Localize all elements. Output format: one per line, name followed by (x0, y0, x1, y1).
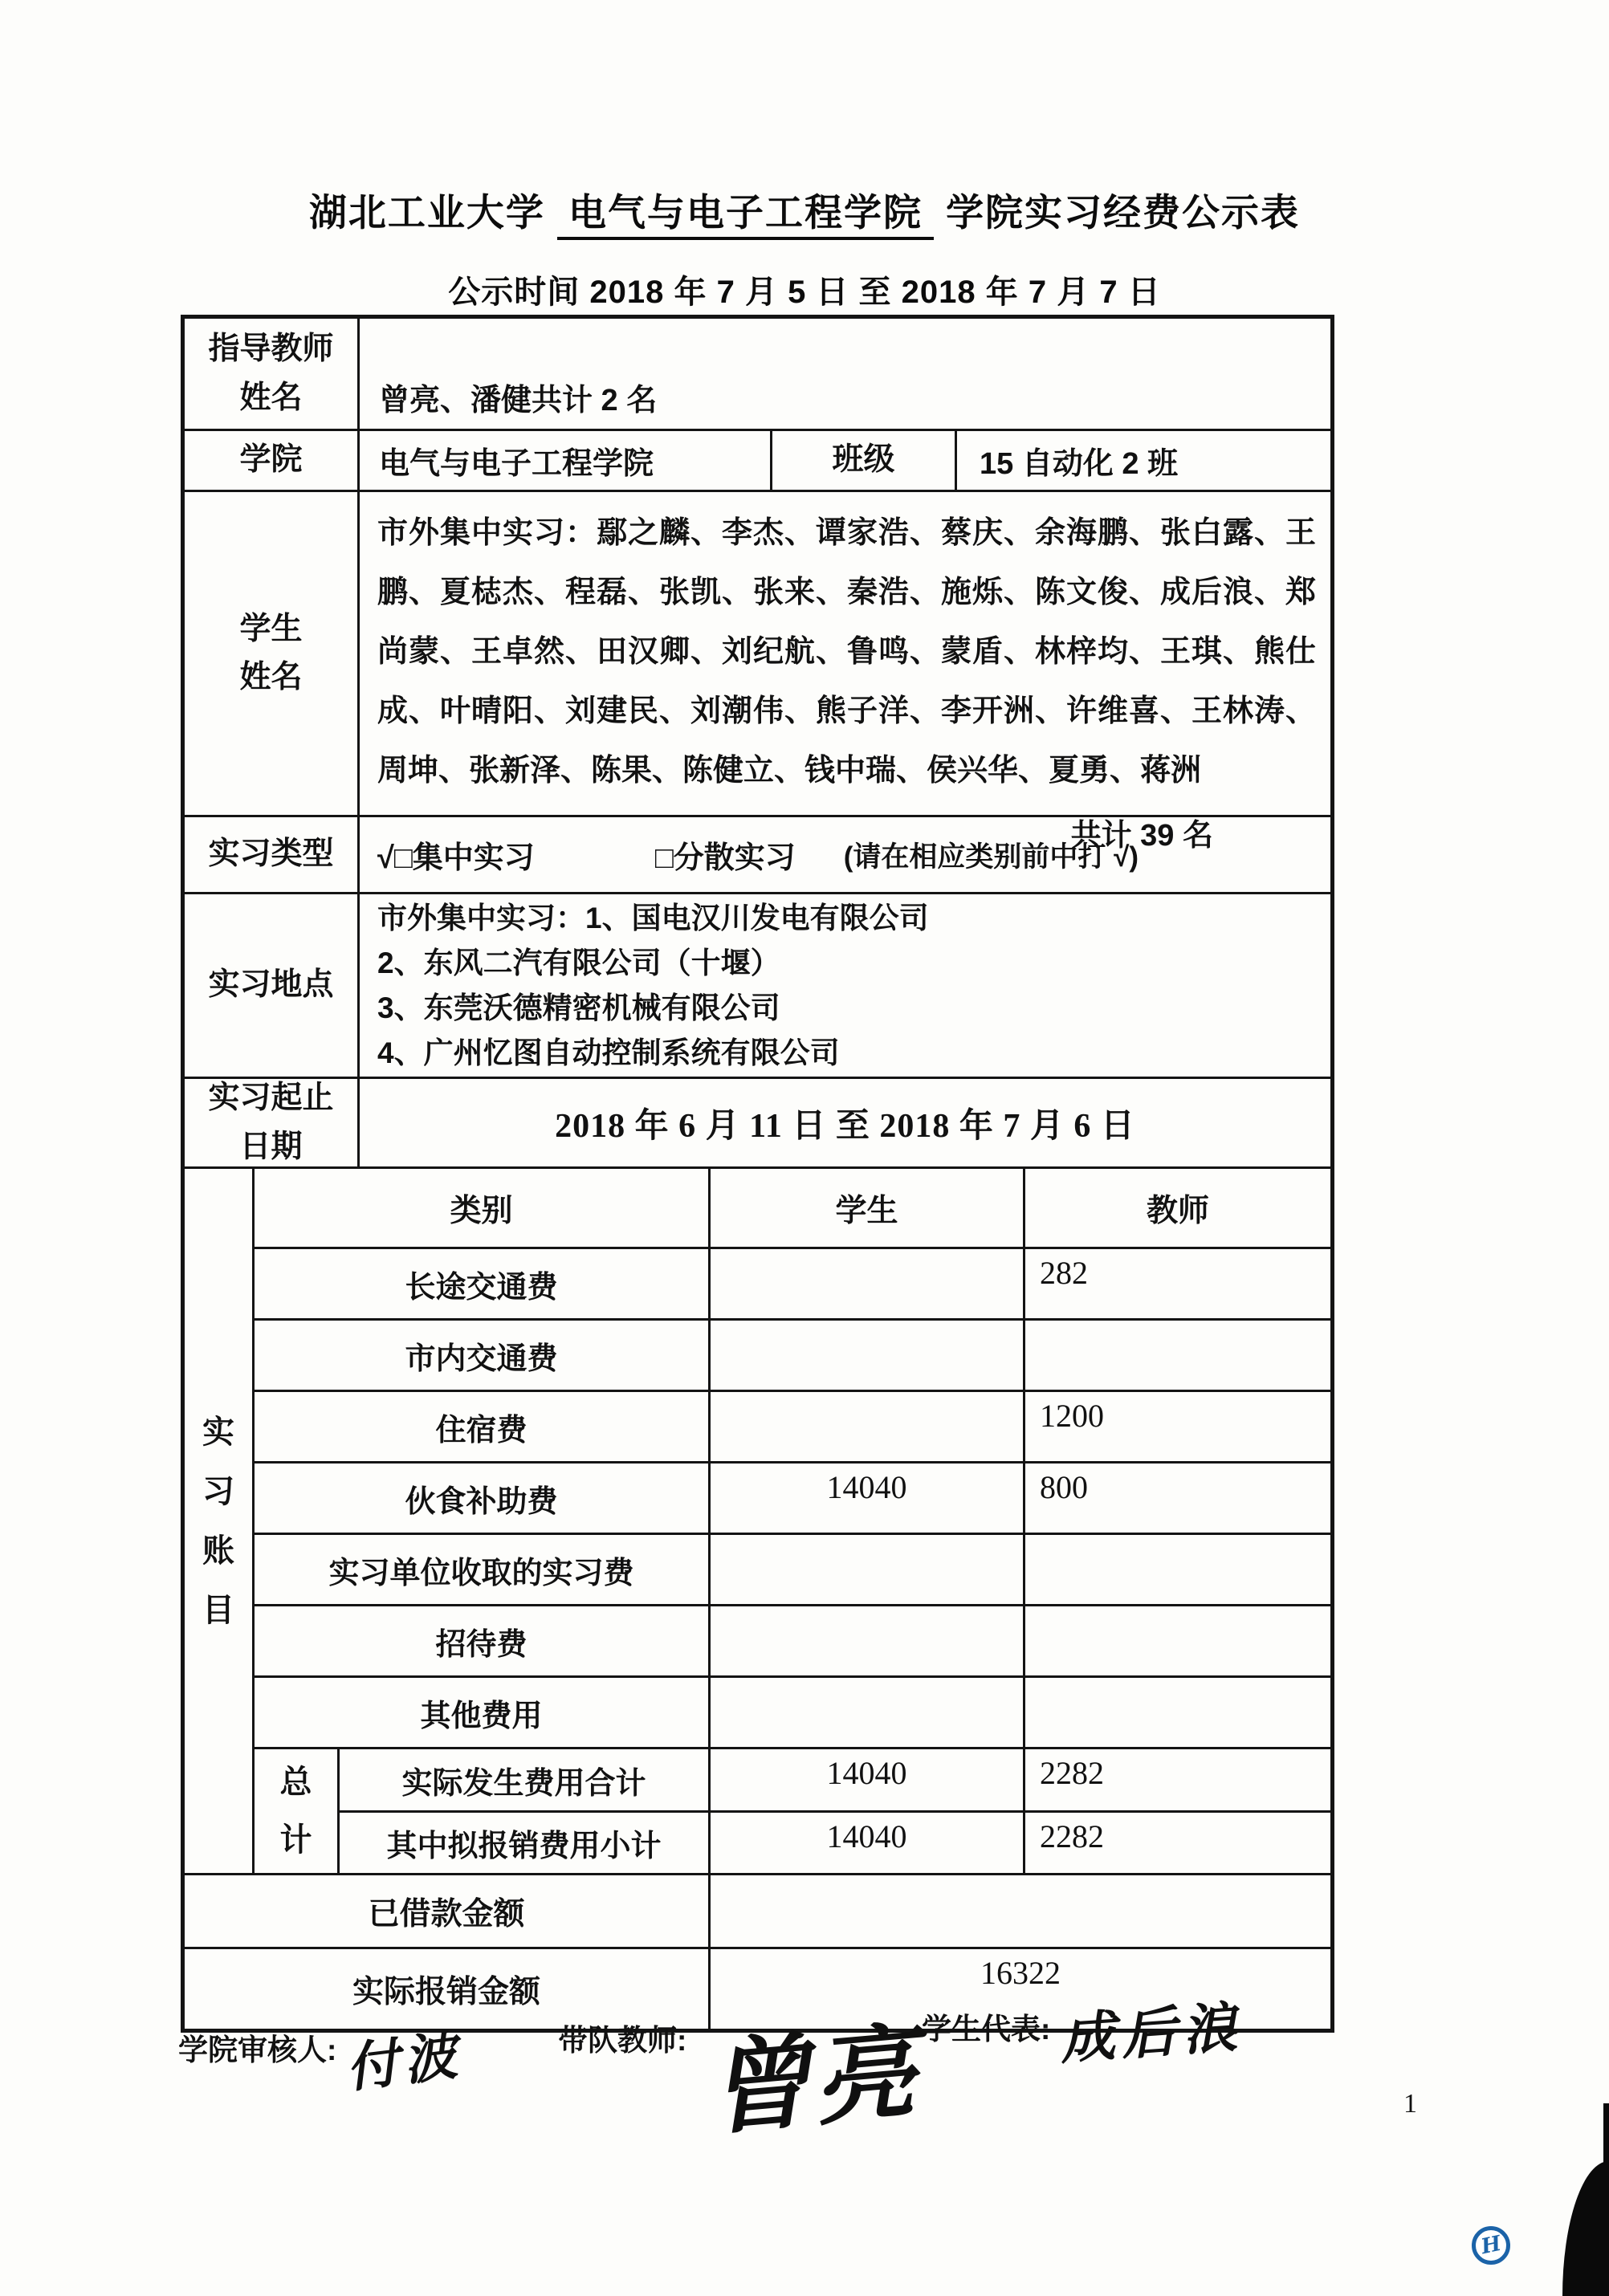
borrowed-label: 已借款金额 (185, 1875, 711, 1947)
signature-footer (0, 1995, 1609, 2252)
students-names: 市外集中实习：鄢之麟、李杰、谭家浩、蔡庆、余海鹏、张白露、王鹏、夏梽杰、程磊、张凯、张来、秦浩、施烁、陈文俊、成后浪、郑尚蒙、王卓然、田汉卿、刘纪航、鲁鸣、蒙盾、林梓均、王琪、熊仕成、叶晴阳、刘建民、刘潮伟、熊子洋、李开洲、许维喜、王林涛、周坤、张新泽、陈果、陈健立、钱中瑞、侯兴华、夏勇、蒋洲 (377, 516, 1316, 788)
type-options (360, 817, 1330, 892)
total-row: 实际发生费用合计 14040 2282 (340, 1749, 1330, 1813)
lead-teacher-label: 带队教师: (558, 2024, 687, 2057)
university-seal-stamp-icon (1472, 2226, 1510, 2265)
location-line: 4、广州忆图自动控制系统有限公司 (377, 1036, 840, 1069)
account-subtable (255, 1169, 1330, 1873)
totals-side-label: 总计 (255, 1749, 340, 1873)
lead-teacher-signature: 曾亮 (702, 2011, 925, 2151)
title-suffix: 学院实习经费公示表 (946, 191, 1301, 234)
scan-edge-artifact (1603, 2103, 1609, 2168)
title-college-underlined: 电气与电子工程学院 (557, 191, 934, 240)
students-label: 学生 姓名 (185, 492, 360, 815)
account-header-row (255, 1169, 1330, 1249)
header-teacher: 教师 (1146, 1193, 1209, 1228)
checkbox-dispersed: □分散实习 (654, 841, 796, 875)
row-students (185, 492, 1330, 853)
class-value: 15 自动化 2 班 (980, 447, 1179, 481)
reviewer-signature: 付波 (342, 2023, 465, 2100)
row-borrowed (185, 1875, 1330, 1949)
student-rep-label: 学生代表: (922, 2013, 1051, 2046)
row-internship-type (185, 817, 1330, 894)
expense-row: 市内交通费 (255, 1321, 1330, 1392)
header-category: 类别 (255, 1169, 711, 1247)
advisor-label: 指导教师 姓名 (185, 319, 360, 429)
borrowed-value (711, 1875, 1330, 1947)
location-lines (360, 894, 1330, 1077)
expense-row: 实习单位收取的实习费 (255, 1535, 1330, 1606)
reviewer-label: 学院审核人: (178, 2033, 337, 2066)
expense-form-table (181, 315, 1334, 2033)
row-dates (185, 1079, 1330, 1169)
college-value: 电气与电子工程学院 (360, 431, 772, 490)
students-names-cell (360, 492, 1330, 853)
student-rep-signature: 成后浪 (1057, 1995, 1245, 2072)
row-advisor (185, 319, 1330, 431)
type-label: 实习类型 (185, 817, 360, 892)
document-title (0, 183, 1609, 237)
location-label: 实习地点 (185, 894, 360, 1077)
advisor-value: 曾亮、潘健共计 2 名 (379, 384, 658, 417)
students-total: 共计 39 名 (1070, 819, 1213, 853)
total-row: 其中拟报销费用小计 14040 2282 (340, 1813, 1330, 1873)
header-student: 学生 (711, 1169, 1025, 1247)
publicity-period: 公示时间 2018 年 7 月 5 日 至 2018 年 7 月 7 日 (448, 275, 1161, 310)
dates-label: 实习起止 日期 (185, 1079, 360, 1166)
row-college (185, 431, 1330, 492)
expense-row: 住宿费 1200 (255, 1392, 1330, 1463)
expense-row: 伙食补助费 14040 800 (255, 1463, 1330, 1535)
expense-row: 其他费用 (255, 1678, 1330, 1749)
reimbursed-label: 实际报销金额 (185, 1949, 711, 2029)
college-label: 学院 (185, 431, 360, 490)
totals-rows (340, 1749, 1330, 1873)
class-label: 班级 (772, 431, 957, 490)
expense-row: 长途交通费 282 (255, 1249, 1330, 1321)
row-account-section (185, 1169, 1330, 1875)
location-line: 市外集中实习：1、国电汉川发电有限公司 (377, 901, 929, 934)
row-location (185, 894, 1330, 1079)
checkbox-concentrated: √□集中实习 (377, 841, 535, 875)
location-line: 3、东莞沃德精密机械有限公司 (377, 991, 780, 1024)
title-university: 湖北工业大学 (308, 191, 545, 234)
seal-glyph: H (1478, 2231, 1504, 2260)
account-side-label: 实习账目 (185, 1169, 255, 1873)
type-note: (请在相应类别前中打 √) (843, 841, 1139, 873)
expense-row: 招待费 (255, 1606, 1330, 1678)
dates-value: 2018 年 6 月 11 日 至 2018 年 7 月 6 日 (555, 1107, 1135, 1145)
location-line: 2、东风二汽有限公司（十堰） (377, 946, 780, 979)
page-number: 1 (1403, 2089, 1417, 2119)
reimbursed-value: 16322 (980, 1955, 1061, 1991)
totals-block (255, 1749, 1330, 1873)
